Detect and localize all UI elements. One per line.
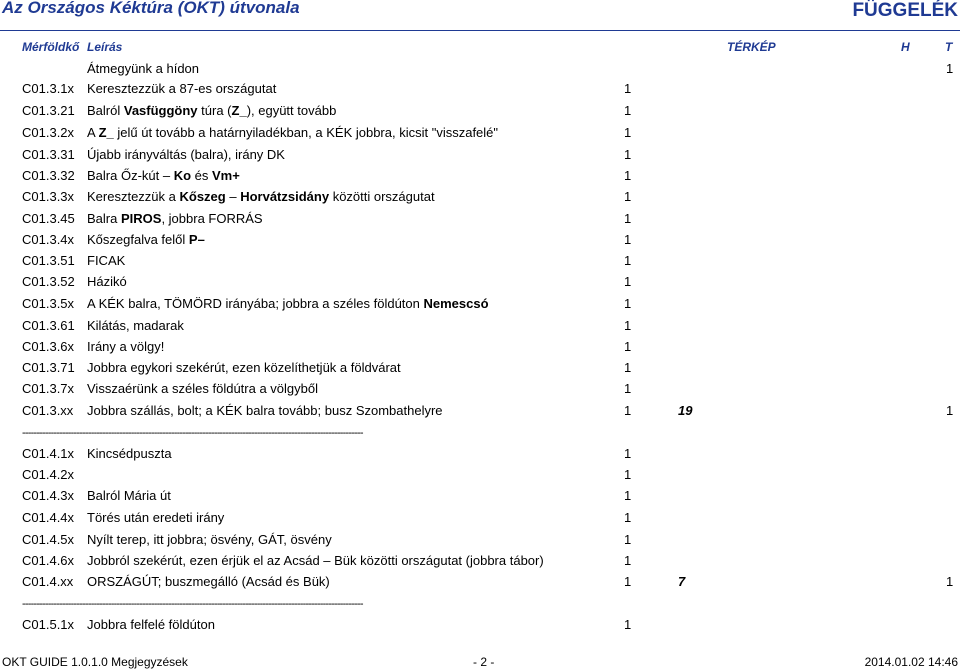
milestone-code: C01.5.1x <box>22 617 75 632</box>
column-header-description: Leírás <box>87 40 123 54</box>
row-description: Keresztezzük a Kőszeg – Horvátzsidány közötti országutat <box>87 189 435 204</box>
row-description: Balra PIROS, jobbra FORRÁS <box>87 211 263 226</box>
column-header-map: TÉRKÉP <box>727 40 776 54</box>
column-header-t: T <box>945 40 953 54</box>
table-row <box>0 187 960 207</box>
row-description: Jobbra szállás, bolt; a KÉK balra tovább; busz Szombathelyre <box>87 403 443 418</box>
milestone-code: C01.3.71 <box>22 360 75 375</box>
row-description: Kilátás, madarak <box>87 318 184 333</box>
row-count: 1 <box>624 574 632 589</box>
row-description: Újabb irányváltás (balra), irány DK <box>87 147 285 162</box>
section-separator: ----------------------------------------------------------------------------------------------------------------------- <box>22 598 363 610</box>
milestone-code: C01.4.2x <box>22 467 75 482</box>
row-count: 1 <box>624 103 632 118</box>
milestone-code: C01.3.45 <box>22 211 75 226</box>
appendix-label: FÜGGELÉK <box>852 0 958 21</box>
table-row <box>0 101 960 121</box>
row-count: 1 <box>624 467 632 482</box>
row-count: 1 <box>624 488 632 503</box>
section-separator: ----------------------------------------------------------------------------------------------------------------------- <box>22 427 363 439</box>
row-description: A KÉK balra, TÖMÖRD irányába; jobbra a széles földúton Nemescsó <box>87 296 489 311</box>
milestone-code: C01.3.6x <box>22 339 75 354</box>
row-description: Törés után eredeti irány <box>87 510 225 525</box>
table-row <box>0 486 960 506</box>
milestone-code: C01.4.5x <box>22 532 75 547</box>
row-description: Balról Vasfüggöny túra (Z_), együtt tovább <box>87 103 337 118</box>
emphasis: P– <box>188 232 205 247</box>
table-row <box>0 166 960 186</box>
table-row <box>0 530 960 550</box>
header-divider <box>0 30 960 31</box>
row-count: 1 <box>624 125 632 140</box>
row-count: 1 <box>624 510 632 525</box>
row-count: 1 <box>624 339 632 354</box>
row-description: Jobbra egykori szekérút, ezen közelíthetjük a földvárat <box>87 360 401 375</box>
t-value: 1 <box>946 574 954 589</box>
milestone-code: C01.3.1x <box>22 81 75 96</box>
table-row <box>0 358 960 378</box>
row-count: 1 <box>624 232 632 247</box>
table-row <box>0 615 960 635</box>
milestone-code: C01.3.21 <box>22 103 75 118</box>
table-row <box>0 379 960 399</box>
table-row <box>0 551 960 571</box>
row-description: Jobbról szekérút, ezen érjük el az Acsád – Bük közötti országutat (jobbra tábor) <box>87 553 544 568</box>
table-row <box>0 230 960 250</box>
milestone-code: C01.4.1x <box>22 446 75 461</box>
table-row <box>0 465 960 485</box>
emphasis: Horvátzsidány <box>240 189 330 204</box>
emphasis: Ko <box>173 168 192 183</box>
row-count: 1 <box>624 360 632 375</box>
row-count: 1 <box>624 532 632 547</box>
milestone-code: C01.4.xx <box>22 574 74 589</box>
table-row <box>0 508 960 528</box>
milestone-code: C01.3.5x <box>22 296 75 311</box>
milestone-code: C01.3.7x <box>22 381 75 396</box>
column-header-h: H <box>901 40 910 54</box>
row-description: Keresztezzük a 87-es országutat <box>87 81 277 96</box>
row-description: Balra Őz-kút – Ko és Vm+ <box>87 168 240 183</box>
table-row <box>0 209 960 229</box>
row-description: Irány a völgy! <box>87 339 165 354</box>
milestone-code: C01.3.51 <box>22 253 75 268</box>
row-count: 1 <box>624 253 632 268</box>
emphasis: Z_ <box>231 103 247 118</box>
milestone-code: C01.4.3x <box>22 488 75 503</box>
milestone-code: C01.3.32 <box>22 168 75 183</box>
emphasis: Nemescsó <box>423 296 489 311</box>
document-title: Az Országos Kéktúra (OKT) útvonala <box>2 0 300 17</box>
table-row <box>0 401 960 421</box>
milestone-code: C01.4.4x <box>22 510 75 525</box>
milestone-code: C01.3.4x <box>22 232 75 247</box>
row-description: FICAK <box>87 253 126 268</box>
t-value: 1 <box>946 61 954 76</box>
milestone-code: C01.3.2x <box>22 125 75 140</box>
milestone-code: C01.3.3x <box>22 189 75 204</box>
table-row <box>0 444 960 464</box>
row-count: 1 <box>624 189 632 204</box>
row-count: 1 <box>624 553 632 568</box>
emphasis: Z_ <box>98 125 114 140</box>
footer-page-number: - 2 - <box>473 655 495 669</box>
row-count: 1 <box>624 211 632 226</box>
footer-doc-name: OKT GUIDE 1.0.1.0 Megjegyzések <box>2 655 188 669</box>
row-description: A Z_ jelű út tovább a határnyiladékban, a KÉK jobbra, kicsit "visszafelé" <box>87 125 499 140</box>
table-row <box>0 294 960 314</box>
emphasis: PIROS <box>120 211 162 226</box>
table-row <box>0 572 960 592</box>
row-count: 1 <box>624 296 632 311</box>
table-row <box>0 145 960 165</box>
row-description: Balról Mária út <box>87 488 171 503</box>
milestone-code: C01.3.31 <box>22 147 75 162</box>
row-description: Jobbra felfelé földúton <box>87 617 215 632</box>
row-count: 1 <box>624 318 632 333</box>
milestone-code: C01.3.52 <box>22 274 75 289</box>
emphasis: Kőszeg <box>179 189 226 204</box>
row-description: ORSZÁGÚT; buszmegálló (Acsád és Bük) <box>87 574 330 589</box>
map-number: 7 <box>678 574 686 589</box>
table-row <box>0 79 960 99</box>
row-description: Visszaérünk a széles földútra a völgyből <box>87 381 318 396</box>
row-description: Nyílt terep, itt jobbra; ösvény, GÁT, ösvény <box>87 532 332 547</box>
emphasis: Vm+ <box>212 168 240 183</box>
milestone-code: C01.3.61 <box>22 318 75 333</box>
table-row <box>0 123 960 143</box>
row-description: Átmegyünk a hídon <box>87 61 200 76</box>
table-row <box>0 337 960 357</box>
row-count: 1 <box>624 403 632 418</box>
row-description: Házikó <box>87 274 127 289</box>
row-count: 1 <box>624 81 632 96</box>
milestone-code: C01.3.xx <box>22 403 74 418</box>
table-row <box>0 316 960 336</box>
row-count: 1 <box>624 381 632 396</box>
row-count: 1 <box>624 617 632 632</box>
t-value: 1 <box>946 403 954 418</box>
map-number: 19 <box>678 403 693 418</box>
row-count: 1 <box>624 446 632 461</box>
table-row <box>0 251 960 271</box>
emphasis: Vasfüggöny <box>123 103 198 118</box>
column-header-milestone: Mérföldkő <box>22 40 80 54</box>
row-count: 1 <box>624 274 632 289</box>
table-row <box>0 59 960 79</box>
milestone-code: C01.4.6x <box>22 553 75 568</box>
footer-timestamp: 2014.01.02 14:46 <box>864 655 958 669</box>
row-description: Kincsédpuszta <box>87 446 172 461</box>
row-count: 1 <box>624 168 632 183</box>
row-description: Kőszegfalva felől P– <box>87 232 205 247</box>
table-row <box>0 272 960 292</box>
row-count: 1 <box>624 147 632 162</box>
